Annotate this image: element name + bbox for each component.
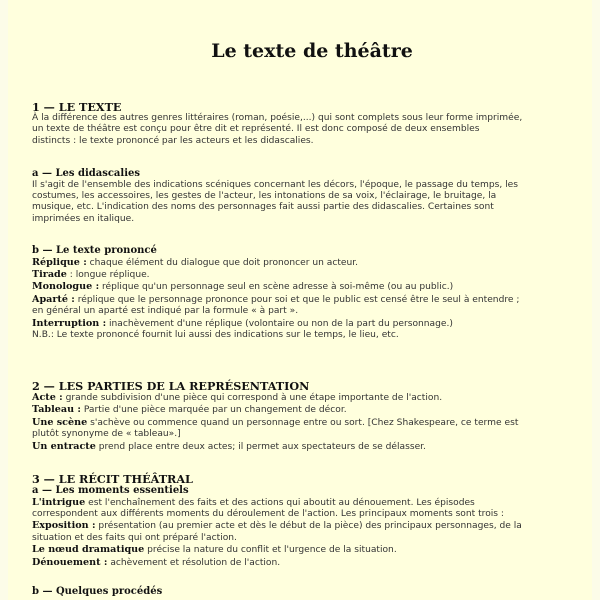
term: Le nœud dramatique	[32, 544, 145, 556]
definition-item	[32, 520, 577, 532]
definition-item	[32, 557, 577, 569]
definition-item	[32, 269, 577, 281]
text-line: Il s'agit de l'ensemble des indications scéniques concernant les décors, l'époque, le passage du temps, les	[32, 179, 518, 190]
section-quelques-procedes	[32, 586, 577, 598]
definition-item	[32, 533, 577, 544]
text-line: imprimées en italique.	[32, 213, 135, 224]
section-didascalies	[32, 168, 577, 225]
term: Un entracte	[32, 440, 96, 452]
definition: prend place entre deux actes; il permet aux spectateurs de se délasser.	[95, 441, 426, 452]
definition-item	[32, 318, 577, 330]
subsection-heading: a — Les didascalies	[32, 168, 140, 179]
definition: inachèvement d'une réplique (volontaire ou non de la part du personnage.)	[106, 318, 453, 329]
definition: correspondent aux différents moments du déroulement de l'action. Les principaux moments sont trois :	[32, 508, 504, 519]
page-title: Le texte de théâtre	[211, 40, 413, 62]
definition-item	[32, 497, 577, 509]
term: L'intrigue	[32, 496, 86, 508]
term: Dénouement :	[32, 556, 108, 568]
section-le-texte	[32, 101, 577, 147]
subsection-heading: a — Les moments essentiels	[32, 485, 189, 496]
section-parties-representation	[32, 380, 577, 453]
term: Réplique :	[32, 256, 87, 268]
definition: est l'enchaînement des faits et des actions qui aboutit au dénouement. Les épisodes	[85, 497, 475, 508]
definition: s'achève ou commence quand un personnage entre ou sort. [Chez Shakespeare, ce terme est	[87, 417, 519, 428]
text-line: distincts : le texte prononcé par les acteurs et les didascalies.	[32, 135, 314, 146]
definition: N.B.: Le texte prononcé fournit lui aussi des indications sur le temps, le lieu, etc.	[32, 329, 399, 340]
definition-list	[32, 392, 577, 453]
definition-list	[32, 497, 577, 569]
definition-item	[32, 417, 577, 429]
section-texte-prononce	[32, 245, 577, 341]
definition: réplique qu'un personnage seul en scène adresse à soi-même (ou au public.)	[99, 282, 454, 293]
section-heading: 3 — LE RÉCIT THÉÂTRAL	[32, 472, 193, 486]
term: Monologue :	[32, 281, 100, 293]
section-heading: 2 — LES PARTIES DE LA REPRÉSENTATION	[32, 379, 310, 393]
definition: Partie d'une pièce marquée par un changement de décor.	[80, 405, 347, 416]
definition-item	[32, 441, 577, 453]
definition-item	[32, 404, 577, 416]
definition: grande subdivision d'une pièce qui correspond à une étape importante de l'action.	[62, 393, 443, 403]
section-paragraph	[32, 113, 577, 147]
definition: plutôt synonyme de « tableau».]	[32, 429, 181, 440]
definition-list	[32, 257, 577, 342]
definition: situation et des faits qui ont préparé l'action.	[32, 532, 237, 543]
page	[8, 0, 592, 600]
term: Tirade	[32, 268, 67, 280]
definition-item	[32, 509, 577, 520]
subsection-heading: b — Quelques procédés	[32, 586, 163, 597]
text-line: un texte de théâtre est conçu pour être dit et représenté. Il est donc composé de deux ensembles	[32, 124, 480, 135]
definition-item	[32, 257, 577, 269]
definition: achèvement et résolution de l'action.	[107, 557, 281, 568]
section-paragraph	[32, 180, 577, 226]
definition-item	[32, 392, 577, 404]
definition: en général un aparté est indiqué par la formule « à part ».	[32, 306, 299, 317]
section-recit-theatral	[32, 473, 577, 569]
subsection-heading: b — Le texte prononcé	[32, 245, 157, 256]
definition-item	[32, 429, 577, 440]
term: Acte :	[32, 392, 63, 403]
text-line: costumes, les accessoires, les gestes de l'acteur, les intonations de sa voix, l'éclairage, le bruitage, la	[32, 190, 497, 201]
definition-item	[32, 281, 577, 293]
definition: chaque élément du dialogue que doit prononcer un acteur.	[86, 257, 359, 268]
term: Une scène	[32, 416, 88, 428]
term: Aparté :	[32, 293, 75, 305]
definition: : longue réplique.	[66, 269, 150, 280]
definition-item	[32, 544, 577, 556]
note	[32, 330, 577, 341]
term: Tableau :	[32, 404, 81, 416]
term: Interruption :	[32, 317, 107, 329]
section-heading: 1 — LE TEXTE	[32, 100, 122, 114]
definition-item	[32, 294, 577, 306]
definition: réplique que le personnage prononce pour soi et que le public est censé être le seul à entendre ;	[74, 294, 520, 305]
definition: précise la nature du conflit et l'urgence de la situation.	[144, 545, 397, 556]
term: Exposition :	[32, 520, 96, 532]
text-line: musique, etc. L'indication des noms des personnages fait aussi partie des didascalies. Certaines sont	[32, 202, 494, 213]
text-line: À la différence des autres genres littéraires (roman, poésie,...) qui sont complets sous leur forme imprimée,	[32, 113, 523, 123]
definition: présentation (au premier acte et dès le début de la pièce) des principaux personnages, de la	[95, 521, 522, 532]
definition-item	[32, 306, 577, 317]
